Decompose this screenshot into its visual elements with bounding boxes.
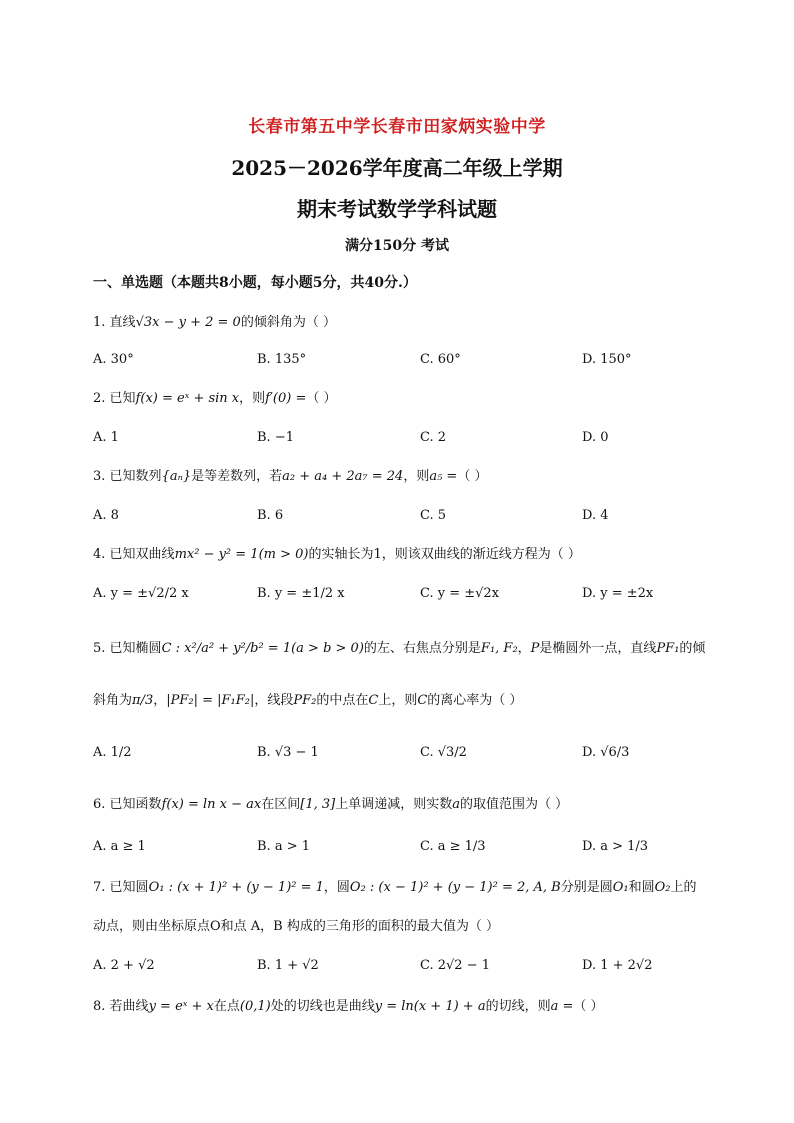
question-5-line-2 xyxy=(93,693,522,709)
option-d: D. 4 xyxy=(582,508,609,523)
option-d: D. 150° xyxy=(582,352,632,367)
math-expression: P xyxy=(530,641,540,656)
option-a: A. 30° xyxy=(93,352,134,367)
option-b: B. √3 − 1 xyxy=(257,745,319,760)
math-expression: O₂ : (x − 1)² + (y − 1)² = 2, A, B xyxy=(349,880,561,895)
option-c: C. 2 xyxy=(420,430,447,445)
question-text: 已知椭圆 xyxy=(109,641,162,656)
option-c: C. 2√2 − 1 xyxy=(420,958,491,973)
question-text: 已知 xyxy=(109,391,136,406)
question-number: 4. xyxy=(93,547,106,562)
math-expression: f(x) = eˣ + sin x xyxy=(135,391,240,406)
question-text: ，圆 xyxy=(323,880,350,895)
option-d: D. 0 xyxy=(582,430,609,445)
question-text: 是等差数列，若 xyxy=(191,469,283,484)
math-expression: y = eˣ + x xyxy=(148,999,214,1014)
question-text: 的离心率为（ ） xyxy=(427,693,523,708)
math-expression: a xyxy=(452,797,460,812)
question-number: 8. xyxy=(93,999,106,1014)
option-a: A. 8 xyxy=(93,508,119,523)
math-expression: a = xyxy=(550,999,574,1014)
math-expression: (0,1) xyxy=(239,999,271,1014)
option-d: D. √6/3 xyxy=(582,745,630,760)
option-a: A. 2 + √2 xyxy=(93,958,155,973)
math-expression: y = ln(x + 1) + a xyxy=(374,999,486,1014)
math-expression: F₁, F₂ xyxy=(480,641,518,656)
question-7-line-2: 动点，则由坐标原点O和点 A，B 构成的三角形的面积的最大值为（ ） xyxy=(93,919,499,934)
option-d: D. 1 + 2√2 xyxy=(582,958,653,973)
exam-title-year: 2025－2026学年度高二年级上学期 xyxy=(231,156,563,180)
option-d: D. a > 1/3 xyxy=(582,839,649,854)
option-b: B. 135° xyxy=(257,352,307,367)
math-expression: {aₙ} xyxy=(161,469,192,484)
question-text: 和圆 xyxy=(628,880,655,895)
question-6 xyxy=(93,797,568,813)
question-text: （ ） xyxy=(457,469,488,484)
math-expression: f(x) = ln x − ax xyxy=(161,797,262,812)
option-c: C. √3/2 xyxy=(420,745,467,760)
question-text: 上，则 xyxy=(378,693,418,708)
question-text: 在区间 xyxy=(261,797,301,812)
math-expression: PF₂ xyxy=(293,693,317,708)
question-text: 上单调递减，则实数 xyxy=(335,797,453,812)
question-text: 的实轴长为1，则该双曲线的渐近线方程为（ ） xyxy=(308,547,581,562)
question-1 xyxy=(93,315,336,331)
question-text: （ ） xyxy=(573,999,604,1014)
question-text: 直线 xyxy=(109,315,136,330)
question-text: ，线段 xyxy=(254,693,294,708)
option-c: C. 5 xyxy=(420,508,447,523)
question-3 xyxy=(93,469,487,485)
question-number: 3. xyxy=(93,469,106,484)
exam-subtitle: 满分150分 考试 xyxy=(344,238,450,254)
math-expression: C : x²/a² + y²/b² = 1(a > b > 0) xyxy=(161,641,364,656)
math-expression: mx² − y² = 1(m > 0) xyxy=(174,547,309,562)
question-5 xyxy=(93,641,705,657)
math-expression: a₅ = xyxy=(429,469,458,484)
question-text: 的左、右焦点分别是 xyxy=(363,641,481,656)
option-a: A. 1/2 xyxy=(93,745,132,760)
question-text: ， xyxy=(517,641,531,656)
question-8 xyxy=(93,999,604,1015)
question-4 xyxy=(93,547,581,563)
option-b: B. 1 + √2 xyxy=(257,958,319,973)
option-a: A. y = ±√2/2 x xyxy=(93,586,189,601)
math-expression: π/3 xyxy=(132,693,154,708)
question-text: 的中点在 xyxy=(316,693,369,708)
option-b: B. a > 1 xyxy=(257,839,310,854)
question-text: 是椭圆外一点，直线 xyxy=(539,641,657,656)
math-expression: O₁ : (x + 1)² + (y − 1)² = 1 xyxy=(148,880,324,895)
question-text: 若曲线 xyxy=(109,999,149,1014)
option-b: B. y = ±1/2 x xyxy=(257,586,345,601)
option-a: A. a ≥ 1 xyxy=(93,839,146,854)
question-text: 已知函数 xyxy=(109,797,162,812)
question-text: 斜角为 xyxy=(93,693,133,708)
question-text: 上的 xyxy=(670,880,697,895)
math-expression: √3x − y + 2 = 0 xyxy=(135,315,241,330)
question-text: 已知圆 xyxy=(109,880,149,895)
question-number: 5. xyxy=(93,641,106,656)
question-2 xyxy=(93,391,337,407)
math-expression: a₂ + a₄ + 2a₇ = 24 xyxy=(282,469,404,484)
question-number: 1. xyxy=(93,315,106,330)
option-a: A. 1 xyxy=(93,430,119,445)
math-expression: O₁ xyxy=(612,880,629,895)
question-text: 已知双曲线 xyxy=(109,547,175,562)
question-text: 在点 xyxy=(213,999,240,1014)
question-number: 7. xyxy=(93,880,106,895)
question-number: 2. xyxy=(93,391,106,406)
question-text: ，则 xyxy=(239,391,266,406)
section-title: 一、单选题（本题共8小题，每小题5分，共40分.） xyxy=(93,275,417,291)
question-text: 的切线，则 xyxy=(485,999,551,1014)
math-expression: f′(0) = xyxy=(265,391,307,406)
question-number: 6. xyxy=(93,797,106,812)
math-expression: PF₁ xyxy=(656,641,680,656)
math-expression: C xyxy=(417,693,428,708)
math-expression: [1, 3] xyxy=(300,797,336,812)
question-text: 已知数列 xyxy=(109,469,162,484)
question-text: （ ） xyxy=(306,391,337,406)
option-d: D. y = ±2x xyxy=(582,586,654,601)
question-text: 分别是圆 xyxy=(560,880,613,895)
option-c: C. y = ±√2x xyxy=(420,586,500,601)
option-c: C. a ≥ 1/3 xyxy=(420,839,486,854)
math-expression: O₂ xyxy=(654,880,671,895)
math-expression: C xyxy=(368,693,379,708)
question-text: 处的切线也是曲线 xyxy=(270,999,375,1014)
question-7 xyxy=(93,880,697,896)
school-name: 长春市第五中学长春市田家炳实验中学 xyxy=(248,117,546,137)
option-c: C. 60° xyxy=(420,352,461,367)
question-text: ， xyxy=(153,693,167,708)
exam-title-subject: 期末考试数学学科试题 xyxy=(297,197,497,221)
question-text: 的倾 xyxy=(679,641,706,656)
question-text: ，则 xyxy=(403,469,430,484)
option-b: B. 6 xyxy=(257,508,284,523)
math-expression: |PF₂| = |F₁F₂| xyxy=(166,693,255,708)
question-text: 的取值范围为（ ） xyxy=(460,797,569,812)
question-text: 的倾斜角为（ ） xyxy=(240,315,336,330)
option-b: B. −1 xyxy=(257,430,294,445)
